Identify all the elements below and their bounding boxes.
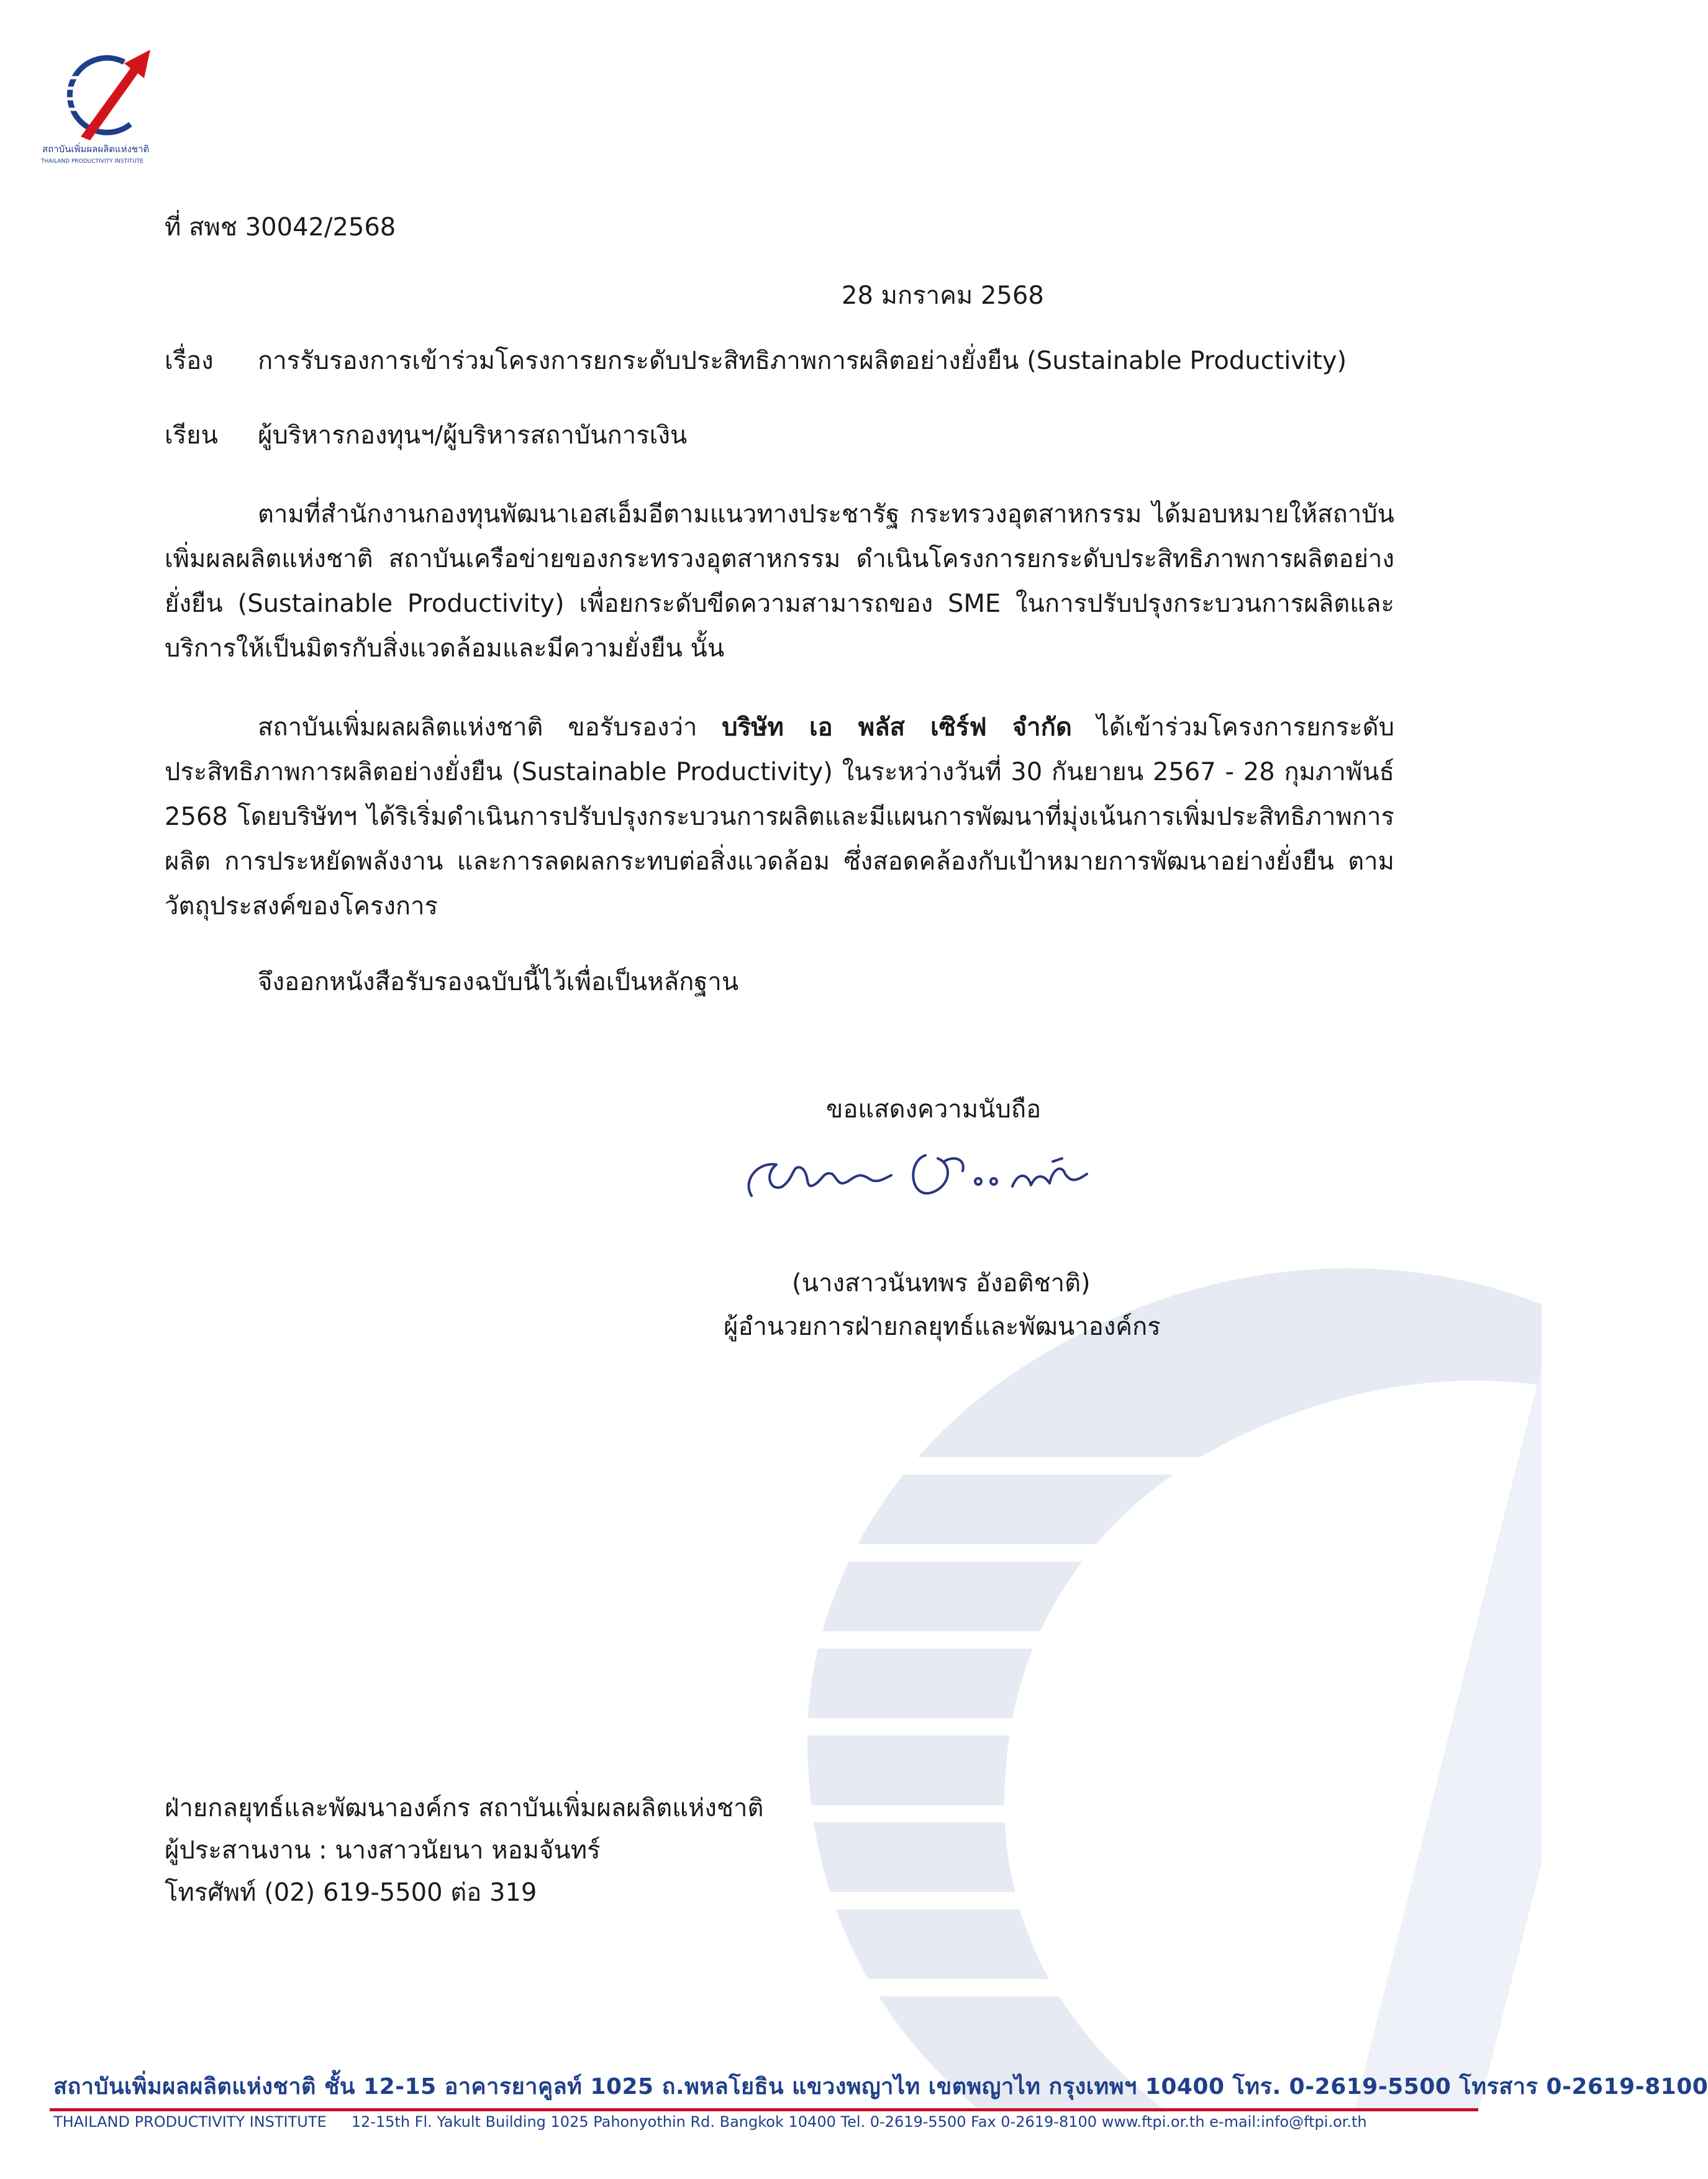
company-name: บริษัท เอ พลัส เซิร์ฟ จำกัด: [722, 713, 1072, 742]
subject-label: เรื่อง: [165, 347, 214, 375]
body-paragraph-3: จึงออกหนังสือรับรองฉบับนี้ไว้เพื่อเป็นหลักฐาน: [258, 968, 739, 996]
tpi-logo: [37, 25, 180, 168]
subject-text: การรับรองการเข้าร่วมโครงการยกระดับประสิทธิภาพการผลิตอย่างยั่งยืน (Sustainable Productivity): [258, 347, 1347, 375]
footer-divider: [50, 2108, 1478, 2111]
body-paragraph-2: สถาบันเพิ่มผลผลิตแห่งชาติ ขอรับรองว่า บริษัท เอ พลัส เซิร์ฟ จำกัด ได้เข้าร่วมโครงการยกระดับประสิทธิภาพการผลิตอย่างยั่งยืน (Sustainable Productivity) ในระหว่างวันที่ 30 กันยายน 2567 - 28 กุมภาพันธ์ 2568 โดยบริษัทฯ ได้ริเริ่มดำเนินการปรับปรุงกระบวนการผลิตและมีแผนการพัฒนาที่มุ่งเน้นการเพิ่มประสิทธิภาพการผลิต การประหยัดพลังงาน และการลดผลกระทบต่อสิ่งแวดล้อม ซึ่งสอดคล้องกับเป้าหมายการพัฒนาอย่างยั่งยืน ตามวัตถุประสงค์ของโครงการ: [165, 713, 1394, 921]
footer-institute-name: THAILAND PRODUCTIVITY INSTITUTE: [53, 2113, 327, 2131]
svg-text:THAILAND PRODUCTIVITY INSTITUT: THAILAND PRODUCTIVITY INSTITUTE: [41, 158, 143, 165]
svg-text:สถาบันเพิ่มผลผลิตแห่งชาติ: สถาบันเพิ่มผลผลิตแห่งชาติ: [42, 143, 150, 155]
letter-date: 28 มกราคม 2568: [842, 281, 1044, 310]
footer-address-thai: สถาบันเพิ่มผลผลิตแห่งชาติ ชั้น 12-15 อาคารยาคูลท์ 1025 ถ.พหลโยธิน แขวงพญาไท เขตพญาไท กรุงเทพฯ 10400 โทร. 0-2619-5500 โทรสาร 0-2619-8100: [53, 2074, 1708, 2099]
handwritten-signature: [739, 1137, 1099, 1211]
recipient-text: ผู้บริหารกองทุนฯ/ผู้บริหารสถาบันการเงิน: [258, 421, 688, 450]
contact-coordinator: ผู้ประสานงาน : นางสาวนัยนา หอมจันทร์: [165, 1836, 601, 1865]
footer-address-english: [53, 2113, 1367, 2131]
signer-title: ผู้อำนวยการฝ่ายกลยุทธ์และพัฒนาองค์กร: [724, 1312, 1161, 1341]
body-paragraph-1: ตามที่สำนักงานกองทุนพัฒนาเอสเอ็มอีตามแนวทางประชารัฐ กระทรวงอุตสาหกรรม ได้มอบหมายให้สถาบันเพิ่มผลผลิตแห่งชาติ สถาบันเครือข่ายของกระทรวงอุตสาหกรรม ดำเนินโครงการยกระดับประสิทธิภาพการผลิตอย่างยั่งยืน (Sustainable Productivity) เพื่อยกระดับขีดความสามารถของ SME ในการปรับปรุงกระบวนการผลิตและบริการให้เป็นมิตรกับสิ่งแวดล้อมและมีความยั่งยืน นั้น: [165, 500, 1394, 663]
recipient-label: เรียน: [165, 421, 218, 450]
closing-phrase: ขอแสดงความนับถือ: [826, 1095, 1042, 1124]
reference-number: ที่ สพช 30042/2568: [165, 213, 396, 242]
contact-department: ฝ่ายกลยุทธ์และพัฒนาองค์กร สถาบันเพิ่มผลผลิตแห่งชาติ: [165, 1794, 764, 1822]
footer-institute-address: 12-15th Fl. Yakult Building 1025 Pahonyothin Rd. Bangkok 10400 Tel. 0-2619-5500 Fax 0-2619-8100 www.ftpi.or.th e-mail:info@ftpi.or.th: [351, 2113, 1367, 2131]
contact-phone: โทรศัพท์ (02) 619-5500 ต่อ 319: [165, 1878, 537, 1907]
signer-name: (นางสาวนันทพร อังอติชาติ): [792, 1269, 1091, 1298]
